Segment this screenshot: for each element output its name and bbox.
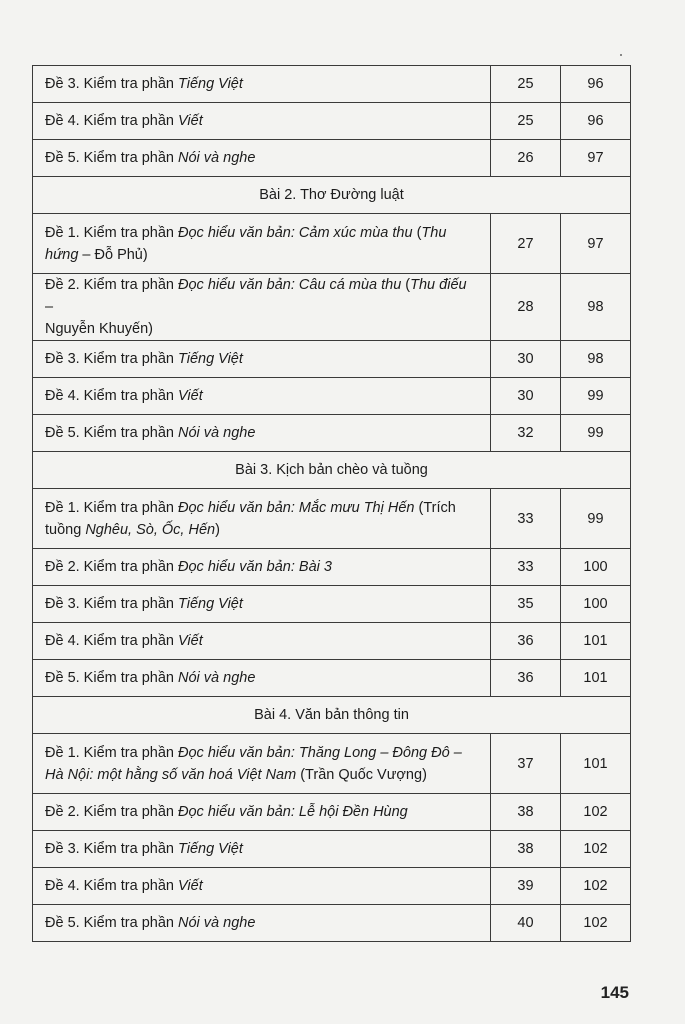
exam-title-cell: [33, 489, 491, 549]
entry-text-prefix: Đề 2. Kiểm tra phần: [45, 804, 178, 820]
table-row: [33, 794, 631, 831]
section-header-row: [33, 177, 631, 214]
exam-page-cell: 33: [491, 549, 561, 586]
exam-page-cell: 27: [491, 214, 561, 274]
entry-text-line2-text: Nguyễn Khuyến): [45, 321, 154, 337]
answer-page-cell: 100: [561, 586, 631, 623]
exam-page-cell: 38: [491, 794, 561, 831]
section-title: Bài 3. Kịch bản chèo và tuồng: [33, 452, 631, 489]
exam-title-cell: [33, 66, 491, 103]
exam-title-cell: [33, 415, 491, 452]
exam-page-cell: 26: [491, 140, 561, 177]
exam-title-cell: [33, 586, 491, 623]
table-row: [33, 378, 631, 415]
entry-text-line1-italic: Đọc hiểu văn bản: Cảm xúc mùa thu: [178, 224, 413, 241]
exam-page-cell: 38: [491, 831, 561, 868]
entry-text-prefix: Đề 5. Kiểm tra phần: [45, 670, 178, 686]
exam-page-cell: 40: [491, 905, 561, 942]
answer-page-cell: 101: [561, 660, 631, 697]
answer-page-cell: 102: [561, 868, 631, 905]
entry-text-line2-italic: Hà Nội: một hằng số văn hoá Việt Nam: [45, 766, 297, 783]
exam-page-cell: 36: [491, 660, 561, 697]
exam-title-cell: [33, 378, 491, 415]
answer-page-cell: 98: [561, 274, 631, 341]
title-line-2: [45, 318, 478, 340]
entry-text-italic: Tiếng Việt: [178, 841, 243, 857]
answer-page-cell: 102: [561, 794, 631, 831]
table-row: [33, 660, 631, 697]
exam-page-cell: 28: [491, 274, 561, 341]
entry-text-prefix: Đề 3. Kiểm tra phần: [45, 76, 178, 92]
answer-page-cell: 99: [561, 378, 631, 415]
exam-page-cell: 25: [491, 103, 561, 140]
entry-text-prefix: Đề 3. Kiểm tra phần: [45, 596, 178, 612]
exam-title-cell: [33, 549, 491, 586]
entry-text-line2-italic: hứng: [45, 246, 79, 263]
entry-text-line1-suffix2: –: [45, 299, 54, 315]
corner-mark: [620, 54, 622, 56]
title-line-2: [45, 244, 478, 266]
entry-text-line1-italic: Đọc hiểu văn bản: Câu cá mùa thu: [178, 277, 402, 293]
entry-text-prefix: Đề 2. Kiểm tra phần: [45, 559, 178, 575]
table-row: [33, 868, 631, 905]
entry-text-line2-italic: Nghêu, Sò, Ốc, Hến: [85, 521, 216, 538]
entry-text-line2-suffix: – Đỗ Phủ): [78, 246, 148, 263]
exam-page-cell: 30: [491, 378, 561, 415]
entry-text-prefix: Đề 4. Kiểm tra phần: [45, 633, 178, 649]
entry-text-italic: Nói và nghe: [178, 915, 256, 931]
entry-text-line1-prefix: Đề 1. Kiểm tra phần: [45, 744, 178, 761]
entry-text-italic: Viết: [178, 388, 203, 404]
entry-text-italic: Nói và nghe: [178, 670, 256, 686]
exam-title-cell: [33, 623, 491, 660]
answer-page-cell: 97: [561, 140, 631, 177]
entry-text-line2-prefix: tuồng: [45, 521, 86, 538]
section-header-row: [33, 452, 631, 489]
answer-page-cell: 96: [561, 66, 631, 103]
entry-text-italic: Đọc hiểu văn bản: Lễ hội Đền Hùng: [178, 804, 408, 820]
entry-text-prefix: Đề 4. Kiểm tra phần: [45, 878, 178, 894]
entry-text-line1-italic: Đọc hiểu văn bản: Mắc mưu Thị Hến: [178, 499, 415, 516]
entry-text-italic: Viết: [178, 113, 203, 129]
entry-text-line1-suffix: (Trích: [414, 499, 456, 516]
answer-page-cell: 96: [561, 103, 631, 140]
title-line-1: [45, 742, 478, 764]
entry-text-line1-italic: Đọc hiểu văn bản: Thăng Long – Đông Đô –: [178, 744, 462, 761]
exam-title-cell: [33, 214, 491, 274]
title-line-2: [45, 764, 478, 786]
exam-title-cell: [33, 794, 491, 831]
table-row: [33, 489, 631, 549]
entry-text-italic: Nói và nghe: [178, 150, 256, 166]
entry-text-prefix: Đề 5. Kiểm tra phần: [45, 915, 178, 931]
contents-table-body: [33, 66, 631, 942]
exam-page-cell: 33: [491, 489, 561, 549]
table-row: [33, 831, 631, 868]
title-line-1: [45, 222, 478, 244]
table-row: [33, 623, 631, 660]
entry-text-prefix: Đề 3. Kiểm tra phần: [45, 841, 178, 857]
answer-page-cell: 101: [561, 734, 631, 794]
exam-page-cell: 32: [491, 415, 561, 452]
section-title: Bài 4. Văn bản thông tin: [33, 697, 631, 734]
entry-text-line1-suffix: (: [412, 224, 422, 241]
section-title: Bài 2. Thơ Đường luật: [33, 177, 631, 214]
exam-title-cell: [33, 868, 491, 905]
entry-text-line2-suffix: (Trần Quốc Vượng): [296, 766, 427, 783]
exam-title-cell: [33, 341, 491, 378]
section-header-row: [33, 697, 631, 734]
title-line-2: [45, 519, 478, 541]
page-number: 145: [600, 983, 629, 1002]
entry-text-prefix: Đề 5. Kiểm tra phần: [45, 425, 178, 441]
table-row: [33, 66, 631, 103]
table-row: [33, 586, 631, 623]
answer-page-cell: 102: [561, 831, 631, 868]
entry-text-line1-suffix: (: [401, 277, 411, 293]
exam-page-cell: 25: [491, 66, 561, 103]
entry-text-prefix: Đề 3. Kiểm tra phần: [45, 351, 178, 367]
exam-title-cell: [33, 103, 491, 140]
exam-title-cell: [33, 274, 491, 341]
table-row: [33, 214, 631, 274]
table-row: [33, 415, 631, 452]
entry-text-prefix: Đề 4. Kiểm tra phần: [45, 113, 178, 129]
entry-text-italic: Đọc hiểu văn bản: Bài 3: [178, 559, 332, 575]
entry-text-italic: Nói và nghe: [178, 425, 256, 441]
entry-text-prefix: Đề 4. Kiểm tra phần: [45, 388, 178, 404]
exam-page-cell: 36: [491, 623, 561, 660]
exam-title-cell: [33, 831, 491, 868]
contents-table: [32, 65, 631, 942]
entry-text-italic: Tiếng Việt: [178, 596, 243, 612]
table-row: [33, 341, 631, 378]
exam-title-cell: [33, 140, 491, 177]
entry-text-italic: Viết: [178, 633, 203, 649]
entry-text-line1-prefix: Đề 2. Kiểm tra phần: [45, 277, 178, 293]
answer-page-cell: 101: [561, 623, 631, 660]
answer-page-cell: 99: [561, 415, 631, 452]
table-row: [33, 734, 631, 794]
exam-page-cell: 30: [491, 341, 561, 378]
exam-title-cell: [33, 660, 491, 697]
answer-page-cell: 99: [561, 489, 631, 549]
table-row: [33, 905, 631, 942]
title-line-1: [45, 274, 478, 318]
exam-title-cell: [33, 734, 491, 794]
exam-page-cell: 37: [491, 734, 561, 794]
answer-page-cell: 97: [561, 214, 631, 274]
entry-text-prefix: Đề 5. Kiểm tra phần: [45, 150, 178, 166]
entry-text-line1-italic2: Thu điếu: [410, 277, 467, 293]
entry-text-italic: Tiếng Việt: [178, 351, 243, 367]
title-line-1: [45, 497, 478, 519]
answer-page-cell: 100: [561, 549, 631, 586]
exam-title-cell: [33, 905, 491, 942]
answer-page-cell: 102: [561, 905, 631, 942]
entry-text-line2-suffix: ): [215, 521, 220, 538]
entry-text-line1-prefix: Đề 1. Kiểm tra phần: [45, 224, 178, 241]
table-row: [33, 140, 631, 177]
exam-page-cell: 35: [491, 586, 561, 623]
answer-page-cell: 98: [561, 341, 631, 378]
table-row: [33, 549, 631, 586]
table-row: [33, 103, 631, 140]
table-row: [33, 274, 631, 341]
exam-page-cell: 39: [491, 868, 561, 905]
entry-text-italic: Viết: [178, 878, 203, 894]
entry-text-italic: Tiếng Việt: [178, 76, 243, 92]
entry-text-line1-prefix: Đề 1. Kiểm tra phần: [45, 499, 178, 516]
entry-text-line1-italic2: Thu: [421, 224, 447, 241]
